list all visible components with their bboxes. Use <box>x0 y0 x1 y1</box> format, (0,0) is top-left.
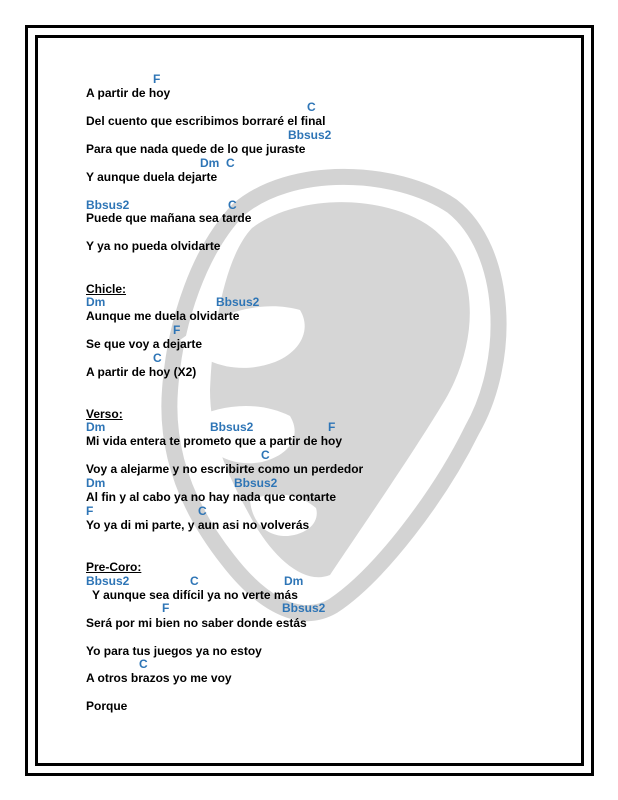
chord: Bbsus2 <box>210 420 254 434</box>
chord: C <box>307 100 316 114</box>
chord: C <box>190 574 199 588</box>
lyric-line: Será por mi bien no saber donde estás <box>86 616 307 630</box>
section-label: Pre-Coro: <box>86 560 142 574</box>
chord: F <box>153 72 161 86</box>
lyric-line: Porque <box>86 699 128 713</box>
chord: Bbsus2 <box>216 295 260 309</box>
chord: C <box>226 156 235 170</box>
lyric-line: Y aunque duela dejarte <box>86 170 218 184</box>
lyric-line: Puede que mañana sea tarde <box>86 211 252 225</box>
chord: C <box>261 448 270 462</box>
chord: C <box>139 657 148 671</box>
chord: C <box>153 351 162 365</box>
lyric-line: Mi vida entera te prometo que a partir de hoy <box>86 434 343 448</box>
chord: Dm <box>86 476 106 490</box>
lyric-line: Voy a alejarme y no escribirte como un perdedor <box>86 462 364 476</box>
lyric-line: Aunque me duela olvidarte <box>86 309 240 323</box>
chord: F <box>328 420 336 434</box>
chord: Dm <box>86 420 106 434</box>
chord: C <box>228 198 237 212</box>
lyric-line: Se que voy a dejarte <box>86 337 203 351</box>
chord: Bbsus2 <box>86 198 130 212</box>
chord: Bbsus2 <box>282 601 326 615</box>
section-label: Verso: <box>86 407 123 421</box>
chord: C <box>198 504 207 518</box>
section-label: Chicle: <box>86 282 127 296</box>
chord: Dm <box>200 156 220 170</box>
chord: Bbsus2 <box>86 574 130 588</box>
lyric-line: A partir de hoy (X2) <box>86 365 197 379</box>
lyric-line: Yo ya di mi parte, y aun asi no volverás <box>86 518 310 532</box>
lyric-line: Y ya no pueda olvidarte <box>86 239 221 253</box>
chord: Bbsus2 <box>234 476 278 490</box>
lyric-line: Yo para tus juegos ya no estoy <box>86 644 262 658</box>
lyric-line: Y aunque sea difícil ya no verte más <box>92 588 298 602</box>
lyric-line: A otros brazos yo me voy <box>86 671 232 685</box>
lyric-line: Al fin y al cabo ya no hay nada que contarte <box>86 490 337 504</box>
chord: F <box>173 323 181 337</box>
chord: Dm <box>284 574 304 588</box>
lyric-line: Del cuento que escribimos borraré el final <box>86 114 326 128</box>
lyric-line: A partir de hoy <box>86 86 171 100</box>
chord: F <box>162 601 170 615</box>
chord: Bbsus2 <box>288 128 332 142</box>
lyric-line: Para que nada quede de lo que juraste <box>86 142 306 156</box>
chord: F <box>86 504 94 518</box>
chord: Dm <box>86 295 106 309</box>
